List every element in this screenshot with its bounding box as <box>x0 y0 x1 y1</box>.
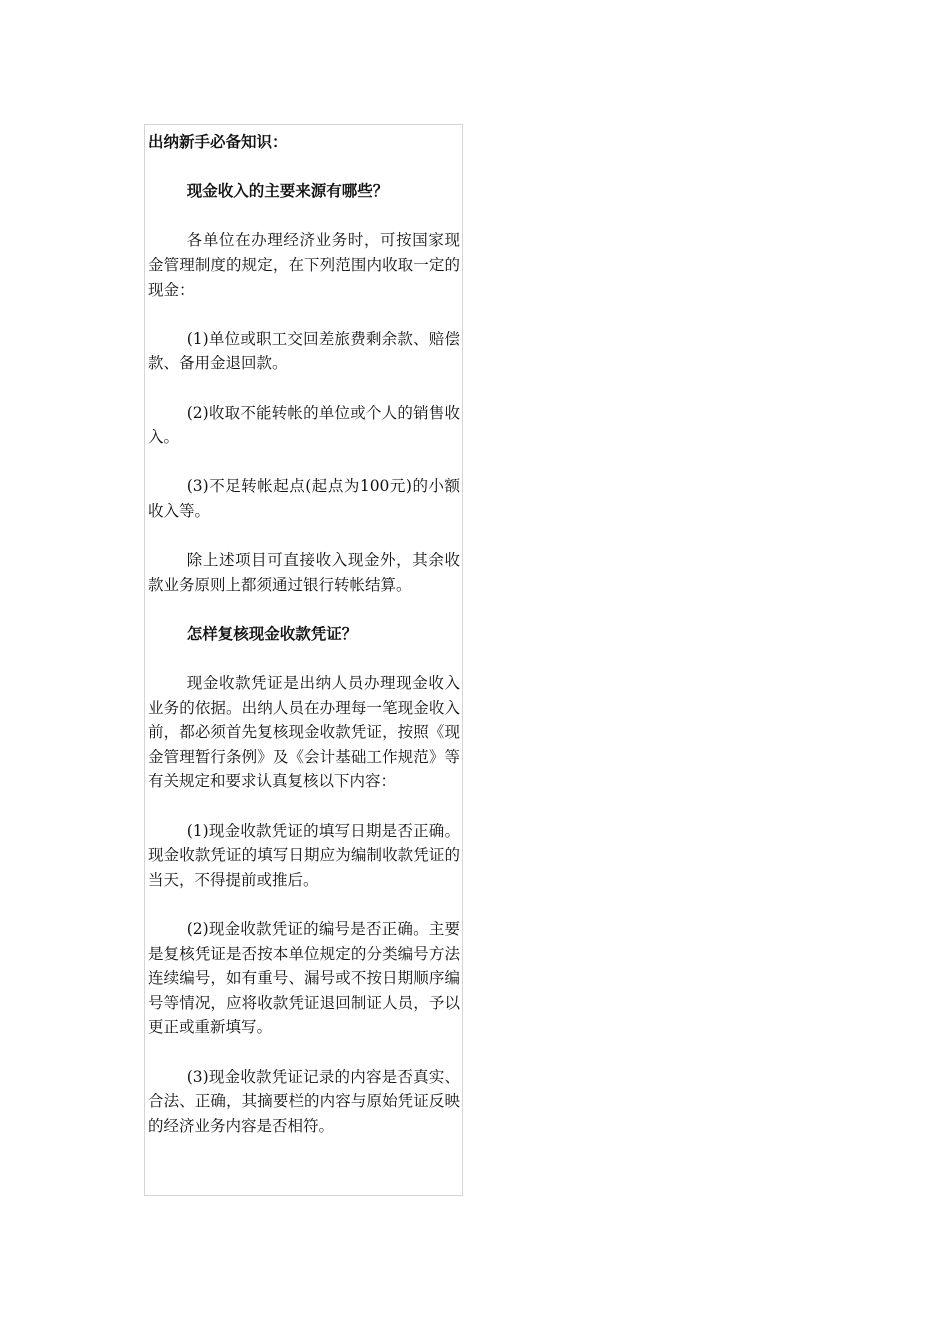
document-text-box <box>144 124 463 1196</box>
paragraph-intro: 各单位在办理经济业务时，可按国家现金管理制度的规定，在下列范围内收取一定的现金： <box>148 231 460 299</box>
paragraph-item-2: (2)收取不能转帐的单位或个人的销售收入。 <box>148 403 460 447</box>
document-title: 出纳新手必备知识： <box>148 132 288 151</box>
paragraph-review-item-2: (2)现金收款凭证的编号是否正确。主要是复核凭证是否按本单位规定的分类编号方法连续编号，如有重号、漏号或不按日期顺序编号等情况，应将收款凭证退回制证人员，予以更正或重新填写。 <box>148 920 460 1037</box>
section-heading-cash-income-sources: 现金收入的主要来源有哪些？ <box>186 181 389 201</box>
paragraph-review-item-1: (1)现金收款凭证的填写日期是否正确。现金收款凭证的填写日期应为编制收款凭证的当天，不得提前或推后。 <box>148 821 460 889</box>
paragraph-item-1: (1)单位或职工交回差旅费剩余款、赔偿款、备用金退回款。 <box>148 329 460 373</box>
paragraph-review-intro: 现金收款凭证是出纳人员办理现金收入业务的依据。出纳人员在办理每一笔现金收入前，都必须首先复核现金收款凭证，按照《现金管理暂行条例》及《会计基础工作规范》等有关规定和要求认真复核以下内容： <box>148 674 460 791</box>
paragraph-item-3: (3)不足转帐起点(起点为100元)的小额收入等。 <box>148 477 460 520</box>
paragraph-review-item-3: (3)现金收款凭证记录的内容是否真实、合法、正确，其摘要栏的内容与原始凭证反映的经济业务内容是否相符。 <box>148 1067 460 1135</box>
section-heading-review-vouchers: 怎样复核现金收款凭证？ <box>186 623 358 643</box>
paragraph-summary: 除上述项目可直接收入现金外，其余收款业务原则上都须通过银行转帐结算。 <box>148 551 460 594</box>
